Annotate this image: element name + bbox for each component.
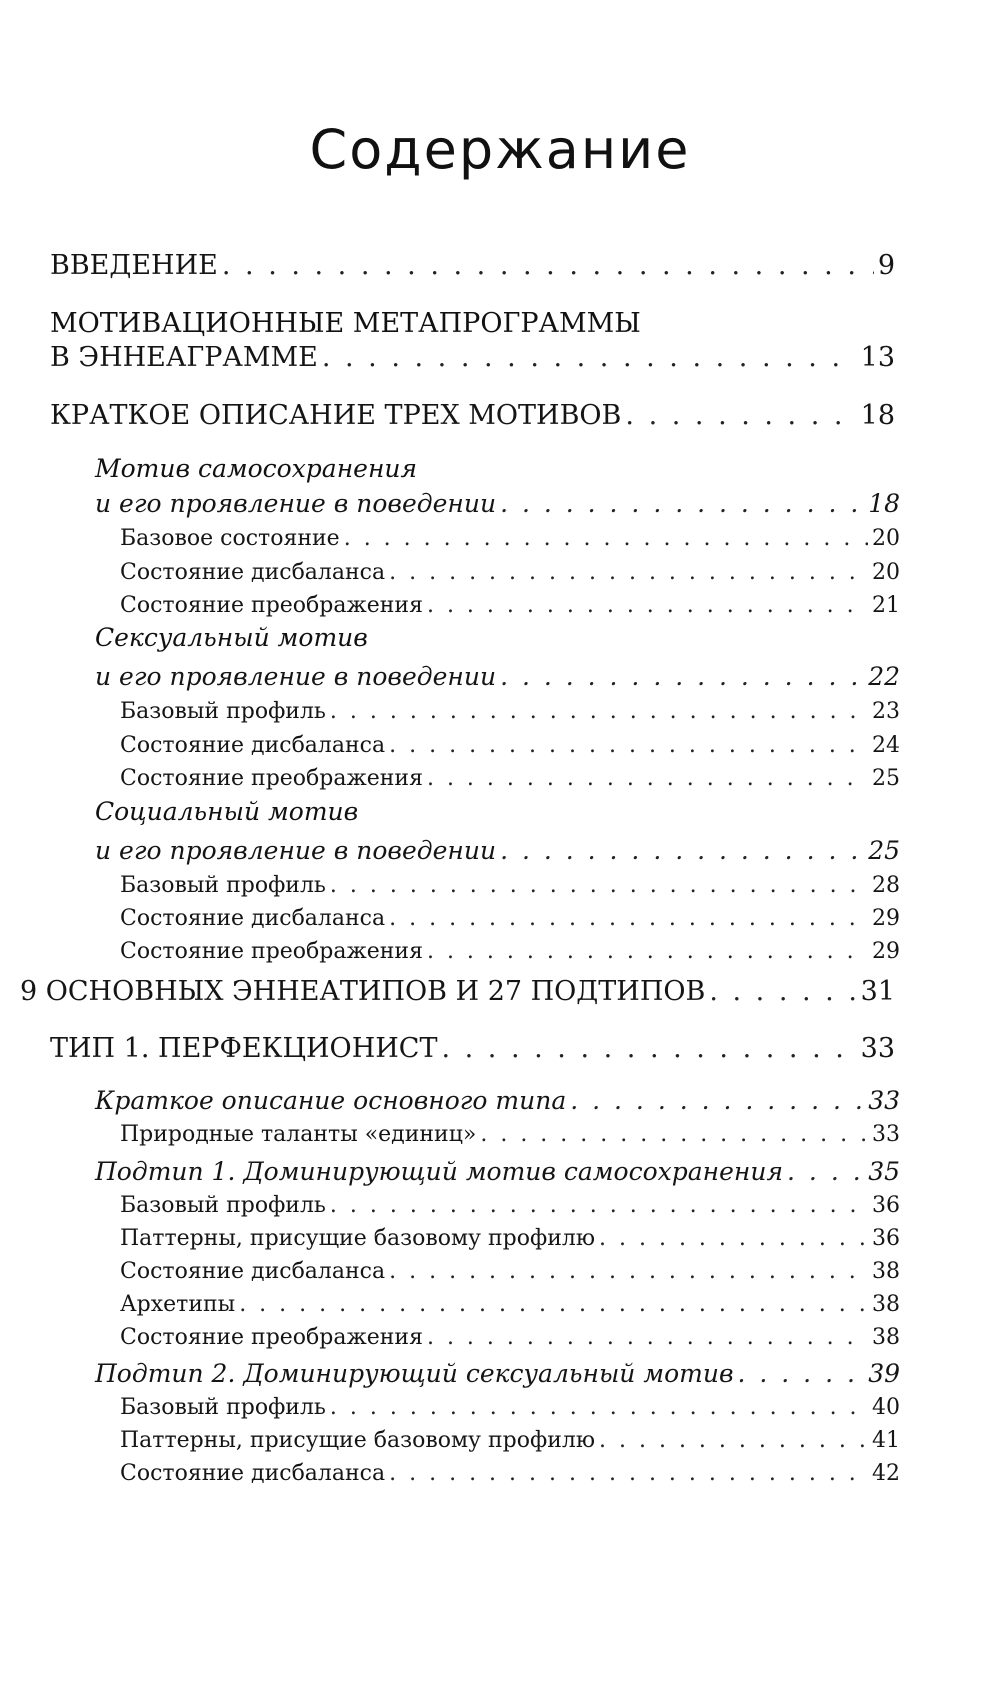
dot-leader	[599, 1226, 868, 1251]
dot-leader	[389, 906, 868, 931]
toc-entry-title: Краткое описание основного типа	[95, 1086, 567, 1115]
toc-entry-title: Базовое состояние	[120, 526, 340, 551]
toc-entry-title: Подтип 2. Доминирующий сексуальный мотив	[95, 1359, 734, 1388]
toc-entry[interactable]	[120, 593, 900, 618]
toc-entry-page: 36	[872, 1226, 900, 1251]
toc-entry-page: 33	[860, 1033, 895, 1064]
dot-leader	[427, 1325, 868, 1350]
toc-entry[interactable]	[120, 733, 900, 758]
toc-entry[interactable]	[120, 939, 900, 964]
toc-entry[interactable]	[120, 1193, 900, 1218]
dot-leader	[389, 1461, 868, 1486]
toc-entry-title: и его проявление в поведении	[95, 489, 497, 518]
dot-leader	[427, 939, 868, 964]
toc-entry[interactable]	[120, 766, 900, 791]
toc-entry-page: 20	[872, 526, 900, 551]
dot-leader	[570, 1086, 864, 1115]
toc-entry-title: Подтип 1. Доминирующий мотив самосохранения	[95, 1157, 784, 1186]
toc-entry-title: Паттерны, присущие базовому профилю	[120, 1226, 595, 1251]
toc-entry-title: КРАТКОЕ ОПИСАНИЕ ТРЕХ МОТИВОВ	[50, 400, 622, 431]
toc-entry[interactable]	[50, 1033, 895, 1064]
toc-entry-title: Базовый профиль	[120, 873, 326, 898]
toc-entry[interactable]	[120, 906, 900, 931]
dot-leader	[441, 1033, 856, 1064]
toc-entry-title: и его проявление в поведении	[95, 662, 497, 691]
toc-entry-title: Состояние дисбаланса	[120, 733, 386, 758]
toc-entry-page: 39	[868, 1359, 900, 1388]
toc-entry[interactable]	[95, 797, 900, 826]
toc-entry[interactable]	[95, 662, 900, 691]
toc-entry[interactable]	[120, 1226, 900, 1251]
toc-entry-page: 29	[872, 939, 900, 964]
toc-entry-page: 38	[872, 1292, 900, 1317]
toc-entry[interactable]	[50, 400, 895, 431]
dot-leader	[222, 250, 874, 281]
toc-entry-title: Социальный мотив	[95, 797, 359, 826]
toc-entry-title: Состояние дисбаланса	[120, 560, 386, 585]
toc-entry[interactable]	[50, 342, 895, 373]
toc-entry-title: Базовый профиль	[120, 1193, 326, 1218]
dot-leader	[330, 1193, 868, 1218]
toc-entry[interactable]	[50, 250, 895, 281]
toc-entry-page: 33	[872, 1122, 900, 1147]
dot-leader	[330, 873, 868, 898]
toc-entry-title: Состояние дисбаланса	[120, 906, 386, 931]
toc-entry[interactable]	[120, 1122, 900, 1147]
toc-entry[interactable]	[120, 1292, 900, 1317]
toc-entry[interactable]	[120, 873, 900, 898]
toc-entry-page: 9	[877, 250, 895, 281]
toc-entry-page: 22	[868, 662, 900, 691]
toc-entry-page: 36	[872, 1193, 900, 1218]
toc-entry-page: 20	[872, 560, 900, 585]
dot-leader	[500, 662, 864, 691]
toc-entry-page: 41	[872, 1428, 900, 1453]
toc-entry-title: ТИП 1. ПЕРФЕКЦИОНИСТ	[50, 1033, 438, 1064]
toc-entry[interactable]	[120, 1259, 900, 1284]
toc-entry-title: Природные таланты «единиц»	[120, 1122, 477, 1147]
toc-entry-title: Состояние преображения	[120, 766, 423, 791]
toc-entry-page: 31	[860, 976, 895, 1007]
dot-leader	[500, 836, 864, 865]
toc-entry-page: 42	[872, 1461, 900, 1486]
toc-entry-page: 13	[860, 342, 895, 373]
toc-entry[interactable]	[50, 308, 895, 339]
toc-entry-page: 29	[872, 906, 900, 931]
dot-leader	[389, 1259, 868, 1284]
toc-entry-title: и его проявление в поведении	[95, 836, 497, 865]
toc-entry-title: Базовый профиль	[120, 1395, 326, 1420]
toc-entry-title: Состояние преображения	[120, 939, 423, 964]
toc-entry-page: 38	[872, 1259, 900, 1284]
toc-entry-title: В ЭННЕАГРАММЕ	[50, 342, 318, 373]
toc-entry[interactable]	[95, 623, 900, 652]
toc-entry-title: 9 ОСНОВНЫХ ЭННЕАТИПОВ И 27 ПОДТИПОВ	[20, 976, 706, 1007]
dot-leader	[709, 976, 856, 1007]
dot-leader	[330, 1395, 868, 1420]
toc-entry[interactable]	[120, 560, 900, 585]
dot-leader	[322, 342, 857, 373]
toc-entry[interactable]	[95, 1359, 900, 1388]
toc-entry-page: 40	[872, 1395, 900, 1420]
toc-entry-page: 23	[872, 699, 900, 724]
toc-entry[interactable]	[120, 1395, 900, 1420]
toc-entry-title: ВВЕДЕНИЕ	[50, 250, 218, 281]
toc-entry-page: 38	[872, 1325, 900, 1350]
toc-entry[interactable]	[95, 454, 900, 483]
toc-entry-title: Архетипы	[120, 1292, 236, 1317]
dot-leader	[427, 593, 868, 618]
toc-entry-page: 25	[872, 766, 900, 791]
toc-entry-page: 28	[872, 873, 900, 898]
toc-entry[interactable]	[120, 526, 900, 551]
toc-entry-page: 25	[868, 836, 900, 865]
dot-leader	[625, 400, 856, 431]
dot-leader	[389, 560, 868, 585]
dot-leader	[787, 1157, 864, 1186]
toc-entry[interactable]	[95, 1157, 900, 1186]
dot-leader	[389, 733, 868, 758]
toc-entry-title: Паттерны, присущие базовому профилю	[120, 1428, 595, 1453]
toc-entry[interactable]	[120, 1325, 900, 1350]
toc-entry-page: 35	[868, 1157, 900, 1186]
dot-leader	[480, 1122, 868, 1147]
dot-leader	[344, 526, 868, 551]
dot-leader	[330, 699, 868, 724]
toc-entry-title: Мотив самосохранения	[95, 454, 418, 483]
dot-leader	[500, 489, 864, 518]
toc-entry-page: 21	[872, 593, 900, 618]
toc-entry-page: 18	[868, 489, 900, 518]
toc-entry-title: Состояние преображения	[120, 593, 423, 618]
toc-entry[interactable]	[95, 489, 900, 518]
dot-leader	[738, 1359, 865, 1388]
toc-entry-page: 18	[860, 400, 895, 431]
toc-entry[interactable]	[120, 699, 900, 724]
toc-entry[interactable]	[95, 1086, 900, 1115]
page-title: Содержание	[309, 118, 691, 181]
toc-entry-title: Состояние преображения	[120, 1325, 423, 1350]
toc-entry-title: Состояние дисбаланса	[120, 1259, 386, 1284]
toc-entry-page: 24	[872, 733, 900, 758]
toc-entry-title: Базовый профиль	[120, 699, 326, 724]
toc-entry-page: 33	[868, 1086, 900, 1115]
toc-entry-title: МОТИВАЦИОННЫЕ МЕТАПРОГРАММЫ	[50, 308, 641, 339]
toc-entry-title: Сексуальный мотив	[95, 623, 368, 652]
toc-entry[interactable]	[95, 836, 900, 865]
dot-leader	[239, 1292, 868, 1317]
toc-entry[interactable]	[120, 1428, 900, 1453]
dot-leader	[427, 766, 868, 791]
dot-leader	[599, 1428, 868, 1453]
toc-entry-title: Состояние дисбаланса	[120, 1461, 386, 1486]
toc-entry[interactable]	[20, 976, 895, 1007]
toc-entry[interactable]	[120, 1461, 900, 1486]
